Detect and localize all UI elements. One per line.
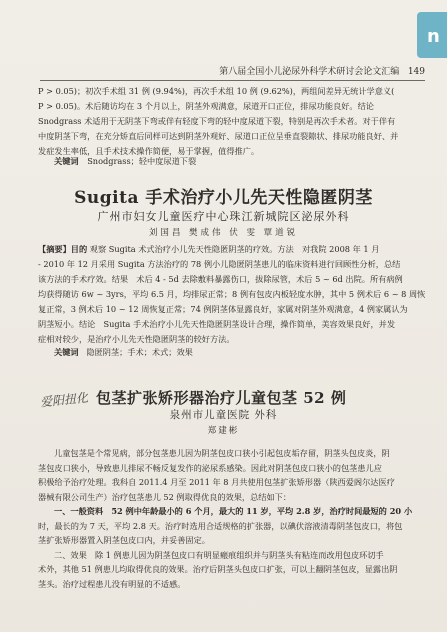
- text-line: 症相对较少，是治疗小儿先天性隐匿阴茎的较好方法。: [38, 334, 235, 344]
- article1-title: Sugita 手术治疗小儿先天性隐匿阴茎: [74, 188, 373, 208]
- text-line: 中度阴茎下弯，在充分矫直后同样可达到阴茎外观好、尿道口正位呈垂直裂隙状、排尿功能良好、并: [38, 131, 399, 141]
- text-line: 均获得随访 6w ~ 3yrs，平均 6.5 月，均排尿正常；8 例有包皮内板轻度水肿，其中 5 例术后 6 ~ 8 周恢: [38, 289, 426, 299]
- text-line: 时，最长的为 7 天，平均 2.8 天。治疗时选用合适规格的扩张器，以碘伏溶液清毒阴茎包皮口，将包: [38, 520, 403, 531]
- text-line: 二、效果 除 1 例患儿因为阴茎包皮口有明显瘢痕组织并与阴茎头有粘连而改用包皮环切手: [54, 549, 384, 560]
- article1-keywords: [54, 347, 193, 358]
- text-line: 该方法的手术疗效。结果 术后 4 - 5d 去除敷料暴露伤口，拔除尿管，术后 5 ~ 6d 出院。所有病例: [38, 274, 403, 284]
- text-line: 一、一般资料 52 例中年龄最小的 6 个月，最大的 11 岁，平均 2.8 岁，治疗时间最短的 20 小: [54, 506, 413, 516]
- article2-author: 郑建彬: [207, 426, 240, 436]
- edge-tab-letter: n: [427, 26, 440, 47]
- text-line: - 2010 年 12 月采用 Sugita 方法治疗的 78 例小儿隐匿阴茎患儿的临床资料进行回顾性分析，总结: [38, 259, 401, 269]
- text-line: P > 0.05)。术后随访均在 3 个月以上，阴茎外观满意，尿道开口正位，排尿功能良好。结论: [38, 101, 374, 111]
- text-line: Snodgrass 术适用于无阴茎下弯或伴有轻度下弯的轻中度尿道下裂，特别是再次手术者。对于伴有: [38, 116, 396, 126]
- handwritten-annotation: 爱阳扭化: [39, 390, 89, 410]
- keywords-text: Snodgrass；轻中度尿道下裂: [87, 156, 197, 166]
- text-line: 器械有限公司生产）治疗包茎患儿 52 例取得优良的效果，总结如下：: [38, 491, 292, 502]
- running-title: 第八届全国小儿泌尿外科学术研讨会论文汇编: [219, 67, 400, 77]
- keywords-text: 隐匿阴茎；手术；术式；效果: [86, 347, 193, 357]
- prev-keywords: [54, 156, 196, 167]
- header-rule: [40, 80, 425, 81]
- abstract-line-first: [38, 242, 430, 257]
- article2-body: [38, 446, 430, 591]
- keywords-label: 关键词: [54, 156, 79, 166]
- article1-authors: 刘国昌 樊成伟 伏 雯 覃道锐: [148, 228, 299, 238]
- prev-article-text: [38, 84, 430, 159]
- text-line: 复正常，3 例术后 10 ~ 12 周恢复正常；74 例阴茎体显露良好，家属对阴茎外观满意，4 例家属认为: [38, 304, 408, 314]
- text-line: 茎包皮口狭小，导致患儿排尿不畅反复发作的泌尿系感染。因此对阴茎包皮口狭小的包茎患儿应: [38, 462, 382, 473]
- article2-affiliation: 泉州市儿童医院 外科: [169, 409, 278, 421]
- text-line: 积极给予治疗处理。我科自 2011.4 月至 2011 年 8 月共使用包茎扩张矫形器（陕西爱阁尔达医疗: [38, 477, 395, 487]
- text-line: 茎扩张矫形器置入阴茎包皮口内，并妥善固定。: [38, 535, 210, 545]
- article2-title: 包茎扩张矫形器治疗儿童包茎 52 例: [96, 389, 347, 407]
- text-line: 茎头。治疗过程患儿没有明显的不适感。: [38, 578, 186, 589]
- text-line: P > 0.05)；初次手术组 31 例 (9.94%)，再次手术组 10 例 (9.62%)，两组间差异无统计学意义(: [38, 86, 395, 96]
- text-line: 发症发生率低，且手术技术操作简便，易于掌握，值得推广。: [38, 146, 260, 156]
- text-line: 术外，其他 51 例患儿均取得优良的效果。治疗后阴茎头包皮口扩张，可以上翻阴茎包皮，显露出阴: [38, 564, 398, 574]
- page-number: 149: [407, 67, 425, 77]
- text-line: 儿童包茎是个常见病，部分包茎患儿因为阴茎包皮口狭小引起包皮垢存留，阴茎头包皮炎，阴: [54, 448, 390, 458]
- article1-abstract: [38, 242, 430, 347]
- article1-affiliation: 广州市妇女儿童医疗中心珠江新城院区泌尿外科: [97, 210, 350, 223]
- text-line: 阴茎短小。结论 Sugita 手术治疗小儿先天性隐匿阴茎设计合理，操作简单，美容效果良好，并发: [38, 319, 396, 329]
- text-line: 观察 Sugita 术式治疗小儿先天性隐匿阴茎的疗效。方法 对我院 2008 年 1 月: [89, 244, 380, 254]
- keywords-label: 关键词: [54, 347, 79, 357]
- abstract-label: 【摘要】目的: [38, 244, 88, 254]
- running-header: [40, 64, 425, 78]
